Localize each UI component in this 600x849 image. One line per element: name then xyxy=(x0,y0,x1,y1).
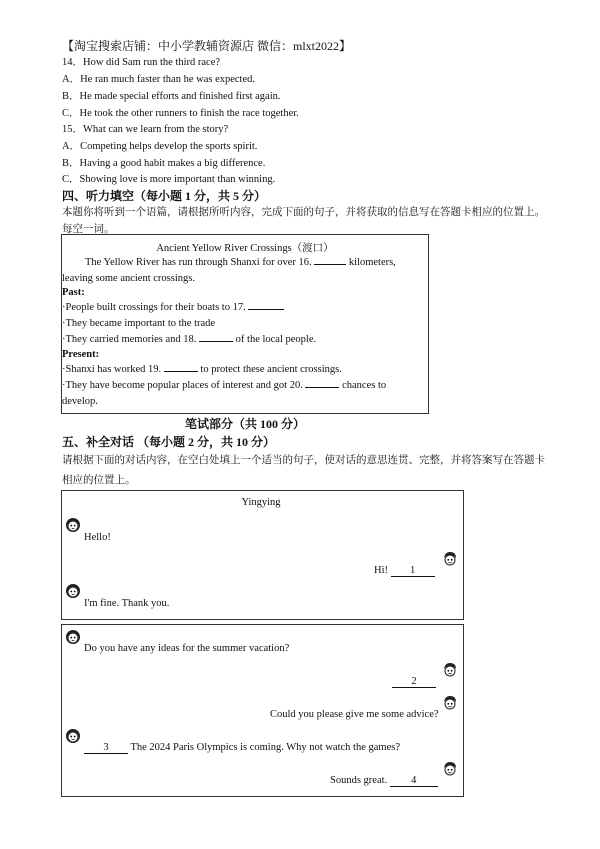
girl-avatar-icon xyxy=(64,727,82,745)
blank-19[interactable] xyxy=(164,371,198,372)
blank-16[interactable] xyxy=(314,264,346,265)
present-line-2-text: ·They have become popular places of interest and got 20. xyxy=(62,380,303,391)
girl-avatar-icon xyxy=(64,628,82,646)
past-line-3-text: ·They carried memories and 18. xyxy=(62,334,197,345)
question-15-option-a: A．Competing helps develop the sports spirit. xyxy=(62,141,258,152)
blank-3[interactable] xyxy=(84,742,128,754)
boy-avatar-icon xyxy=(441,661,459,679)
dialog-2-line-5-text: Sounds great. xyxy=(330,775,388,786)
section-4-title: 四、听力填空（每小题 1 分，共 5 分） xyxy=(62,189,267,203)
boy-avatar-icon xyxy=(441,760,459,778)
present-line-1-text: ·Shanxi has worked 19. xyxy=(62,364,162,375)
dialog-1-line-2 xyxy=(374,565,435,577)
blank-4[interactable] xyxy=(390,775,438,787)
past-line-3 xyxy=(62,334,316,345)
listening-line-1 xyxy=(85,257,396,268)
blank-4-number: 4 xyxy=(411,775,417,786)
question-15-option-c: C．Showing love is more important than winning. xyxy=(62,174,276,185)
blank-2-number: 2 xyxy=(411,676,417,687)
written-part-title: 笔试部分（共 100 分） xyxy=(184,417,305,431)
present-line-2-end: chances to xyxy=(342,380,387,391)
header-banner: 【淘宝搜索店铺：中小学教辅资源店 微信：mlxt2022】 xyxy=(62,39,352,53)
blank-1[interactable] xyxy=(391,565,435,577)
section-5-instruction-2: 相应的位置上。 xyxy=(62,475,136,486)
dialog-2-line-4-text: The 2024 Paris Olympics is coming. Why not watch the games? xyxy=(130,742,400,753)
present-line-3: develop. xyxy=(62,396,98,407)
question-14-stem: 14．How did Sam run the third race? xyxy=(62,57,221,68)
present-line-1-end: to protect these ancient crossings. xyxy=(200,364,342,375)
past-line-3-end: of the local people. xyxy=(235,334,317,345)
blank-2[interactable] xyxy=(392,676,436,688)
blank-20[interactable] xyxy=(305,387,339,388)
present-label: Present: xyxy=(62,349,100,360)
section-5-title: 五、补全对话 （每小题 2 分，共 10 分） xyxy=(62,435,276,449)
past-line-1-text: ·People built crossings for their boats to 17. xyxy=(62,302,246,313)
present-line-1 xyxy=(62,364,342,375)
dialog-2-line-4 xyxy=(84,742,400,754)
boy-avatar-icon xyxy=(441,550,459,568)
dialog-2-line-3: Could you please give me some advice? xyxy=(270,709,439,720)
girl-avatar-icon xyxy=(64,516,82,534)
girl-avatar-icon xyxy=(64,582,82,600)
listening-line-1-end: kilometers, xyxy=(348,257,396,268)
question-14-option-a: A．He ran much faster than he was expected. xyxy=(62,74,256,85)
question-15-stem: 15．What can we learn from the story? xyxy=(62,124,229,135)
question-14-option-c: C．He took the other runners to finish the race together. xyxy=(62,108,299,119)
past-label: Past: xyxy=(62,287,85,298)
boy-avatar-icon xyxy=(441,694,459,712)
past-line-1 xyxy=(62,302,284,313)
dialog-2-line-2 xyxy=(392,676,436,688)
blank-3-number: 3 xyxy=(103,742,109,753)
question-14-option-b: B．He made special efforts and finished first again. xyxy=(62,91,281,102)
past-line-2: ·They became important to the trade xyxy=(62,318,216,329)
dialog-1-line-2-text: Hi! xyxy=(374,565,388,576)
dialog-1-line-1: Hello! xyxy=(84,532,111,543)
dialog-1-name: Yingying xyxy=(241,497,281,508)
section-4-instruction-2: 每空一词。 xyxy=(62,224,115,235)
present-line-2 xyxy=(62,380,386,391)
listening-box-title: Ancient Yellow River Crossings（渡口） xyxy=(156,243,334,254)
section-5-instruction: 请根据下面的对话内容，在空白处填上一个适当的句子，使对话的意思连贯、完整，并将答案写在答题卡 xyxy=(62,455,545,466)
dialog-2-line-1: Do you have any ideas for the summer vacation? xyxy=(84,643,290,654)
listening-line-1-text: The Yellow River has run through Shanxi for over 16. xyxy=(85,257,312,268)
dialog-2-line-5 xyxy=(330,775,438,787)
blank-1-number: 1 xyxy=(410,565,416,576)
question-15-option-b: B．Having a good habit makes a big difference. xyxy=(62,158,266,169)
section-4-instruction: 本题你将听到一个语篇，请根据所听内容，完成下面的句子，并将获取的信息写在答题卡相应的位置上。 xyxy=(62,207,545,218)
blank-17[interactable] xyxy=(248,309,284,310)
listening-line-2: leaving some ancient crossings. xyxy=(62,273,195,284)
dialog-1-line-3: I'm fine. Thank you. xyxy=(84,598,170,609)
blank-18[interactable] xyxy=(199,341,233,342)
